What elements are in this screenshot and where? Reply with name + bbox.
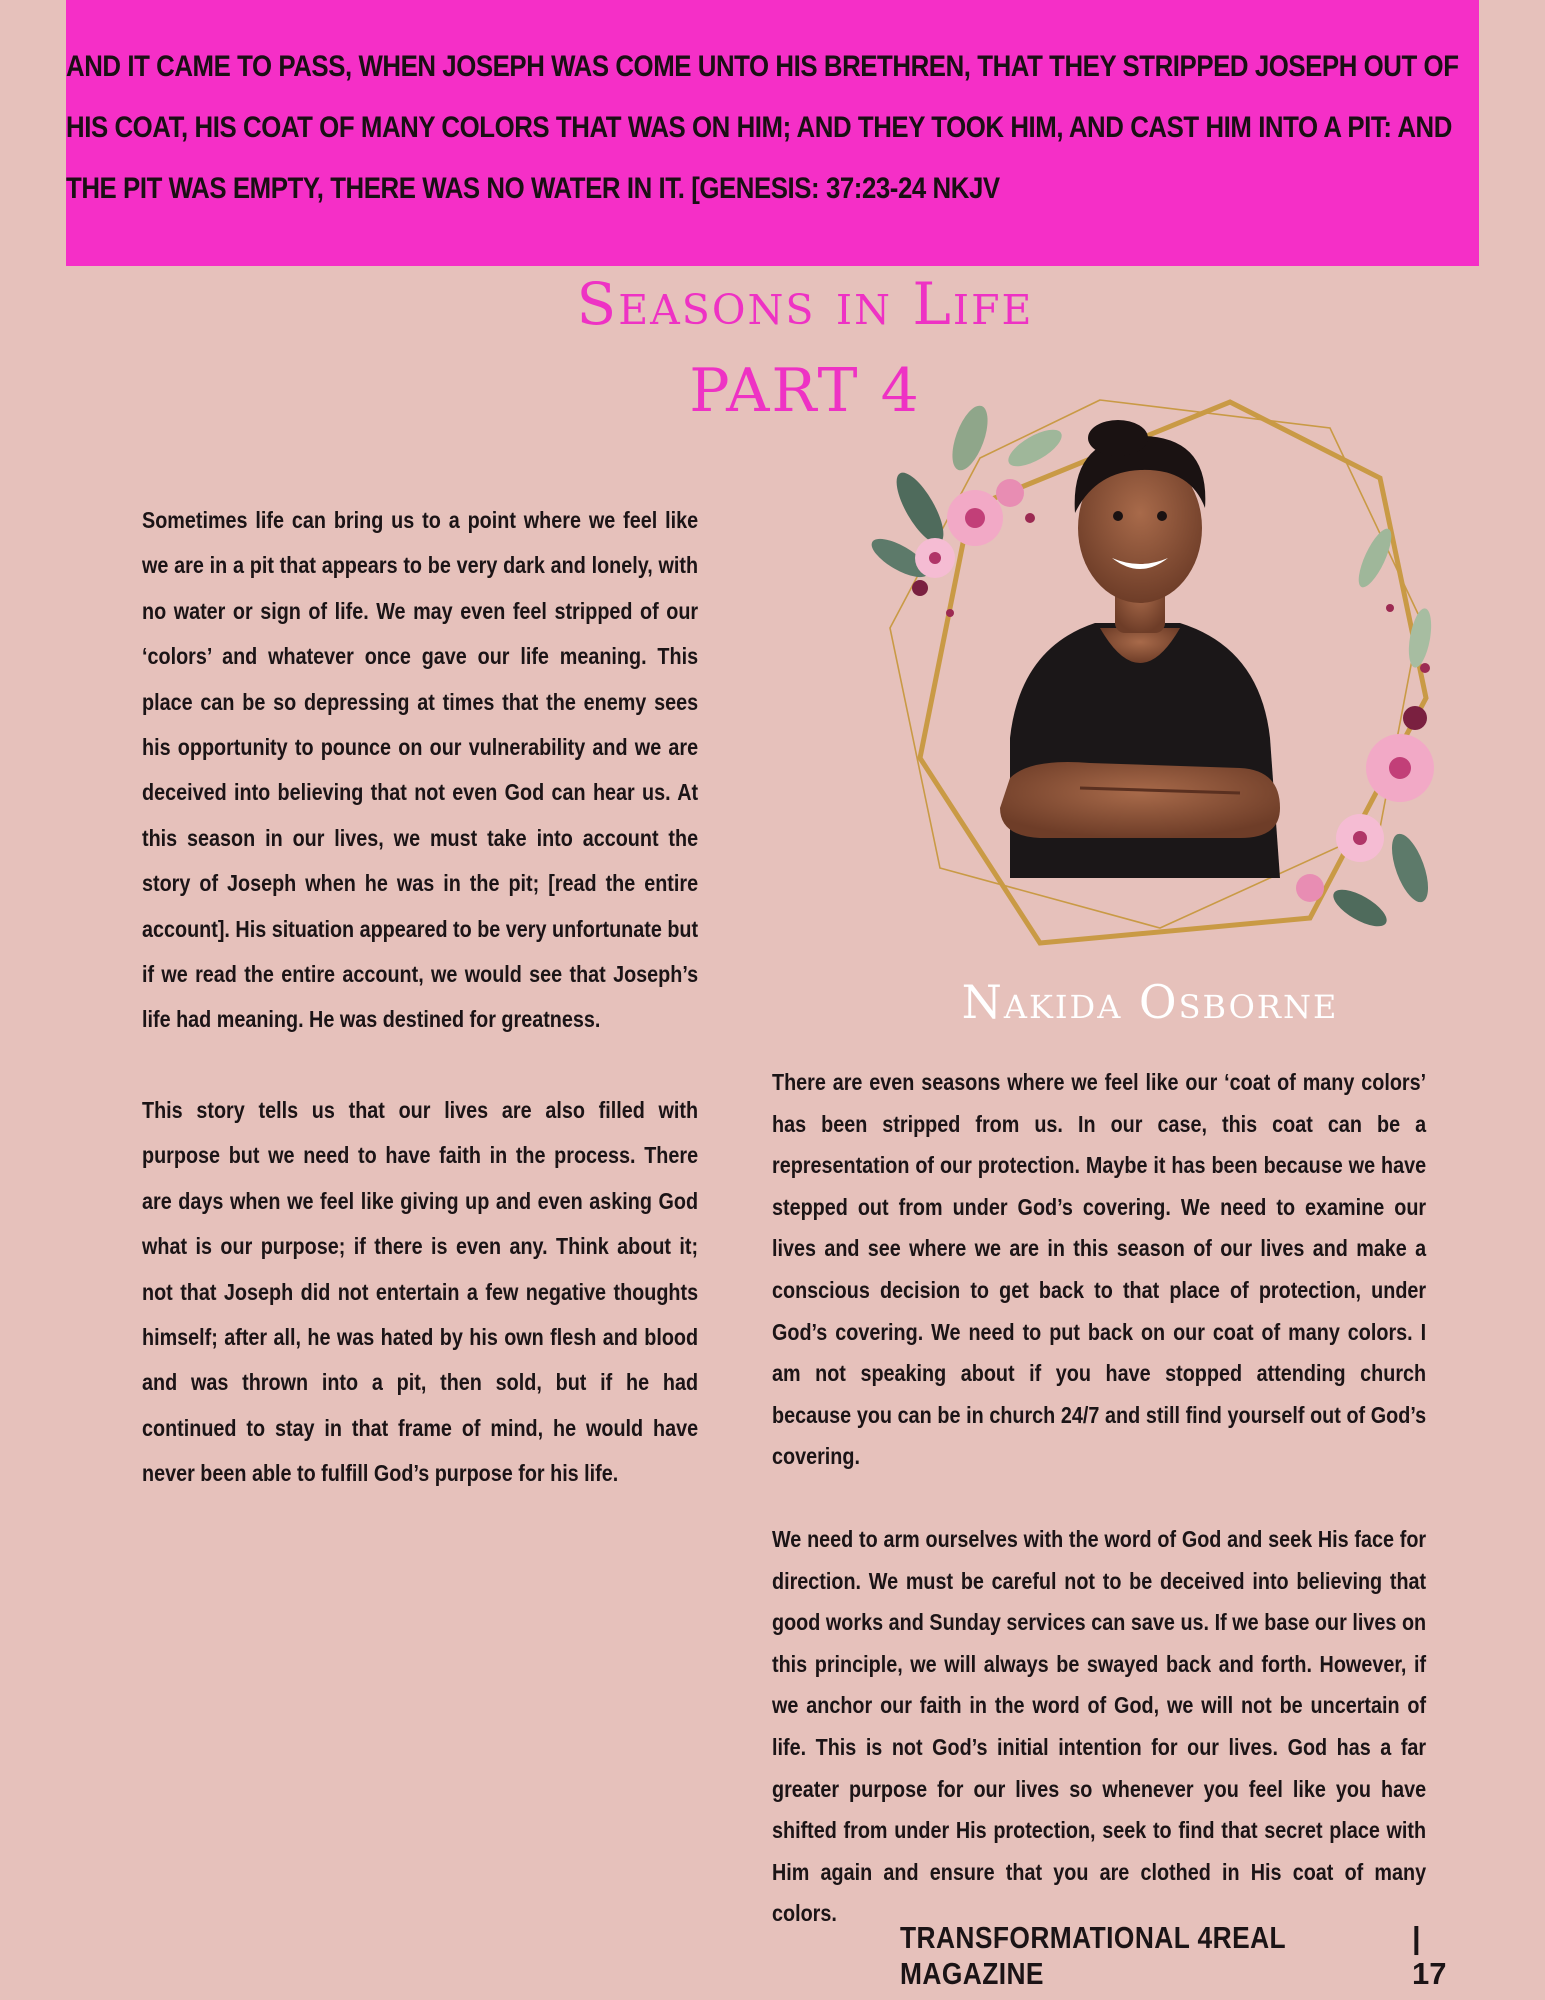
right-paragraph-2: We need to arm ourselves with the word of God and seek His face for direction. We must be careful not to be deceived into believing that good works and Sunday services can save us. If we base our lives on this principle, we will always be swayed back and forth. However, if we anchor our faith in the word of God, we will not be uncertain of life. This is not God’s initial intention for our lives. God has a far greater purpose for our lives so whenever you feel like you have shifted from under His protection, seek to find that secret place with Him again and ensure that you are clothed in His coat of many colors. <box>772 1525 1427 1927</box>
right-paragraph-1: There are even seasons where we feel like our ‘coat of many colors’ has been stripped from us. In our case, this coat can be a representation of our protection. Maybe it has been because we have stepped out from under God’s covering. We need to examine our lives and see where we are in this season of our lives and make a conscious decision to get back to that place of protection, under God’s covering. We need to put back on our coat of many colors. I am not speaking about if you have stopped attending church because you can be in church 24/7 and still find yourself out of God’s covering. <box>772 1069 1427 1470</box>
left-paragraph-2: This story tells us that our lives are also filled with purpose but we need to have faith in the process. There are days when we feel like giving up and even asking God what is our purpose; if there is even any. Think about it; not that Joseph did not entertain a few negative thoughts himself; after all, he was hated by his own flesh and blood and was thrown into a pit, then sold, but if he had continued to stay in that frame of mind, he would have never been able to fulfill God’s purpose for his life. <box>142 1096 699 1487</box>
author-portrait-photo <box>1000 420 1280 878</box>
article-subtitle: PART 4 <box>689 356 921 426</box>
page-number: | 17 <box>1412 1920 1447 1991</box>
gold-hexagon-floral-frame <box>860 398 1450 958</box>
left-column <box>142 498 698 1497</box>
right-column <box>772 1062 1426 1935</box>
page-footer <box>900 1920 1460 1991</box>
scripture-banner <box>66 0 1479 266</box>
author-name: Nakida Osborne <box>961 975 1339 1029</box>
floral-cluster-top-left <box>866 401 1067 617</box>
left-paragraph-1: Sometimes life can bring us to a point where we feel like we are in a pit that appears to be very dark and lonely, with no water or sign of life. We may even feel stripped of our ‘colors’ and whatever once gave our life meaning. This place can be so depressing at times that the enemy sees his opportunity to pounce on our vulnerability and we are deceived into believing that not even God can hear us. At this season in our lives, we must take into account the story of Joseph when he was in the pit; [read the entire account]. His situation appeared to be very unfortunate but if we read the entire account, we would see that Joseph’s life had meaning. He was destined for greatness. <box>142 507 699 1033</box>
magazine-name: TRANSFORMATIONAL 4REAL MAGAZINE <box>900 1920 1286 1991</box>
scripture-quote: AND IT CAME TO PASS, WHEN JOSEPH WAS COME UNTO HIS BRETHREN, THAT THEY STRIPPED JOSEPH OUT OF HIS COAT, HIS COAT OF MANY COLORS THAT WAS ON HIM; AND THEY TOOK HIM, AND CAST HIM INTO A PIT: AND THE PIT WAS EMPTY, THERE WAS NO WATER IN IT. [GENESIS: 37:23-24 NKJV <box>66 50 1459 205</box>
floral-cluster-right <box>1296 525 1435 934</box>
article-title: Seasons in Life <box>576 270 1034 338</box>
author-portrait-frame <box>860 398 1450 958</box>
